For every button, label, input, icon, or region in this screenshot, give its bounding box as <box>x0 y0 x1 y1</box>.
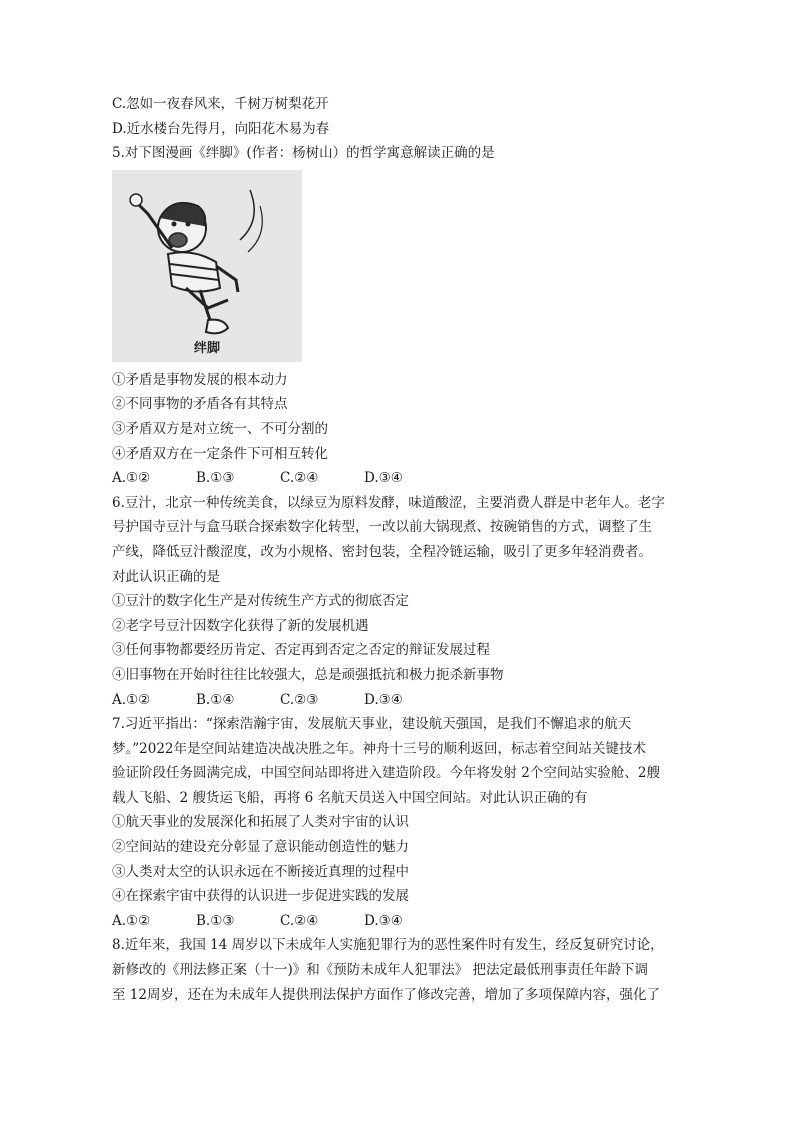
q6-option-d: D.③④ <box>364 691 403 708</box>
q6-stem-line-4: 对此认识正确的是 <box>112 568 220 585</box>
q5-item-2: ②不同事物的矛盾各有其特点 <box>112 396 288 413</box>
q7-item-3: ③人类对太空的认识永远在不断接近真理的过程中 <box>112 863 409 880</box>
q5-option-b: B.①③ <box>196 470 235 487</box>
cartoon-illustration <box>112 170 302 362</box>
q6-option-b: B.①④ <box>196 691 235 708</box>
q6-item-4: ④旧事物在开始时往往比较强大，总是顽强抵抗和极力扼杀新事物 <box>112 666 504 683</box>
q7-option-c: C.②④ <box>280 912 319 929</box>
q6-options <box>112 688 684 713</box>
q8-stem-line-3: 至 12周岁，还在为未成年人提供刑法保护方面作了修改完善，增加了多项保障内容，强化了 <box>112 986 660 1003</box>
q7-stem-line-3: 验证阶段任务圆满完成，中国空间站即将进入建造阶段。今年将发射 2个空间站实验舱、2艘 <box>112 765 660 782</box>
q8-stem-line-1: 8.近年来，我国 14 周岁以下未成年人实施犯罪行为的恶性案件时有发生，经反复研究讨论， <box>112 937 664 954</box>
q4-option-d: D.近水楼台先得月，向阳花木易为春 <box>112 120 330 137</box>
q5-option-d: D.③④ <box>364 470 403 487</box>
q4-option-c: C.忽如一夜春风来，千树万树梨花开 <box>112 96 329 112</box>
q7-stem-line-2: 梦。”2022年是空间站建造决战决胜之年。神舟十三号的顺利返回，标志着空间站关键技术 <box>112 740 647 757</box>
q7-item-4: ④在探索宇宙中获得的认识进一步促进实践的发展 <box>112 888 409 905</box>
exam-page <box>112 92 684 1007</box>
q5-option-a: A.①② <box>112 470 151 487</box>
q8-stem-line-2: 新修改的《刑法修正案（十一)》和《预防未成年人犯罪法》 把法定最低刑事责任年龄下调 <box>112 962 649 979</box>
q6-stem-line-3: 产线，降低豆汁酸涩度，改为小规格、密封包装，全程冷链运输，吸引了更多年轻消费者。 <box>112 543 652 560</box>
q5-item-3: ③矛盾双方是对立统一、不可分割的 <box>112 420 328 437</box>
q7-option-d: D.③④ <box>364 912 403 929</box>
q7-option-a: A.①② <box>112 912 151 929</box>
q7-item-2: ②空间站的建设充分彰显了意识能动创造性的魅力 <box>112 839 409 856</box>
q7-option-b: B.①③ <box>196 912 235 929</box>
figure-caption: 绊脚 <box>193 340 220 356</box>
q6-option-a: A.①② <box>112 691 151 708</box>
q7-stem-line-1: 7.习近平指出：“探索浩瀚宇宙，发展航天事业，建设航天强国，是我们不懈追求的航天 <box>112 716 632 733</box>
q5-item-1: ①矛盾是事物发展的根本动力 <box>112 371 288 388</box>
q5-option-c: C.②④ <box>280 470 319 487</box>
q7-options <box>112 909 684 934</box>
q6-stem-line-2: 号护国寺豆汁与盒马联合探索数字化转型，一改以前大锅现煮、按碗销售的方式，调整了生 <box>112 519 652 536</box>
q7-stem-line-4: 载人飞船、2 艘货运飞船，再将 6 名航天员送入中国空间站。对此认识正确的有 <box>112 789 588 806</box>
q7-item-1: ①航天事业的发展深化和拓展了人类对宇宙的认识 <box>112 814 409 831</box>
q6-item-3: ③任何事物都要经历肯定、否定再到否定之否定的辩证发展过程 <box>112 642 490 659</box>
q6-item-2: ②老字号豆汁因数字化获得了新的发展机遇 <box>112 617 369 634</box>
q5-stem: 5.对下图漫画《绊脚》(作者：杨树山）的哲学寓意解读正确的是 <box>112 145 495 162</box>
q5-item-4: ④矛盾双方在一定条件下可相互转化 <box>112 445 328 462</box>
q6-item-1: ①豆汁的数字化生产是对传统生产方式的彻底否定 <box>112 593 409 610</box>
cartoon-figure <box>112 170 302 362</box>
q6-option-c: C.②③ <box>280 691 319 708</box>
q5-options <box>112 466 684 491</box>
q6-stem-line-1: 6.豆汁，北京一种传统美食，以绿豆为原料发酵，味道酸涩，主要消费人群是中老年人。老字 <box>112 494 665 511</box>
